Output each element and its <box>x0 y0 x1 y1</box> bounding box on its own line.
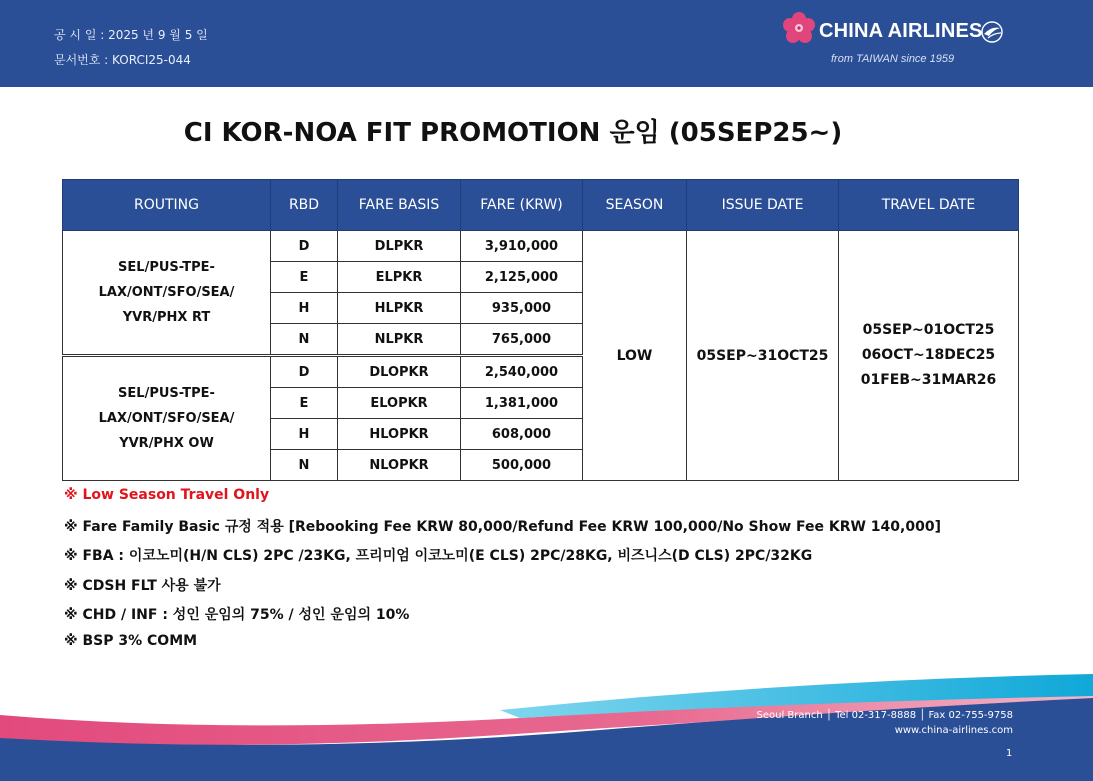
fare-basis-cell: HLPKR <box>338 293 461 324</box>
note-child-infant: ※ CHD / INF : 성인 운임의 75% / 성인 운임의 10% <box>64 606 410 623</box>
travel-date-line: 06OCT~18DEC25 <box>861 347 996 363</box>
table-header-row <box>63 180 1019 231</box>
fare-basis-cell: ELOPKR <box>338 388 461 419</box>
routing-line: SEL/PUS-TPE- <box>118 260 215 275</box>
routing-line: SEL/PUS-TPE- <box>118 386 215 401</box>
note-cdsh: ※ CDSH FLT 사용 불가 <box>64 577 221 594</box>
china-airlines-logo <box>781 10 1011 70</box>
page-title: CI KOR-NOA FIT PROMOTION 운임 (05SEP25~) <box>183 118 843 148</box>
col-header-season: SEASON <box>583 180 687 231</box>
note-fare-family: ※ Fare Family Basic 규정 적용 [Rebooking Fee KRW 80,000/Refund Fee KRW 100,000/No Show Fee KRW 140,000] <box>64 519 941 536</box>
fare-basis-cell: DLPKR <box>338 231 461 262</box>
plum-blossom-icon <box>781 10 817 46</box>
fare-table <box>62 179 1019 481</box>
issue-date-cell: 05SEP~31OCT25 <box>687 231 839 481</box>
bird-emblem-icon <box>979 18 1005 44</box>
routing-cell-ow <box>63 356 271 481</box>
brand-tagline: from TAIWAN since 1959 <box>831 53 955 65</box>
rbd-cell: N <box>271 324 338 356</box>
fare-basis-cell: DLOPKR <box>338 356 461 388</box>
fare-basis-cell: HLOPKR <box>338 419 461 450</box>
fare-cell: 500,000 <box>461 450 583 481</box>
travel-date-line: 01FEB~31MAR26 <box>860 372 997 388</box>
routing-line: YVR/PHX RT <box>122 310 211 325</box>
fare-cell: 765,000 <box>461 324 583 356</box>
routing-line: YVR/PHX OW <box>119 436 214 451</box>
rbd-cell: H <box>271 419 338 450</box>
brand-name: CHINA AIRLINES <box>819 20 983 42</box>
footer-contact-block <box>757 708 1013 738</box>
rbd-cell: H <box>271 293 338 324</box>
note-low-season: ※ Low Season Travel Only <box>64 487 270 503</box>
notice-date: 공 시 일 : 2025 년 9 월 5 일 <box>54 28 208 42</box>
col-header-routing: ROUTING <box>63 180 271 231</box>
note-baggage: ※ FBA : 이코노미(H/N CLS) 2PC /23KG, 프리미엄 이코노미(E CLS) 2PC/28KG, 비즈니스(D CLS) 2PC/32KG <box>64 548 813 565</box>
table-row <box>63 231 1019 262</box>
header-band <box>0 0 1093 87</box>
rbd-cell: D <box>271 356 338 388</box>
col-header-fare-basis: FARE BASIS <box>338 180 461 231</box>
note-bsp-commission: ※ BSP 3% COMM <box>64 632 198 649</box>
document-number: 문서번호 : KORCI25-044 <box>54 53 191 67</box>
rbd-cell: D <box>271 231 338 262</box>
travel-date-line: 05SEP~01OCT25 <box>862 322 995 338</box>
fare-cell: 935,000 <box>461 293 583 324</box>
fare-cell: 3,910,000 <box>461 231 583 262</box>
col-header-fare: FARE (KRW) <box>461 180 583 231</box>
notes-list <box>64 487 941 662</box>
page-number: 1 <box>1006 748 1013 759</box>
fare-cell: 1,381,000 <box>461 388 583 419</box>
footer-website[interactable]: www.china-airlines.com <box>894 725 1013 736</box>
col-header-issue-date: ISSUE DATE <box>687 180 839 231</box>
fare-basis-cell: ELPKR <box>338 262 461 293</box>
season-cell: LOW <box>583 231 687 481</box>
rbd-cell: E <box>271 262 338 293</box>
rbd-cell: N <box>271 450 338 481</box>
fare-cell: 608,000 <box>461 419 583 450</box>
footer-contact: Seoul Branch │ Tel 02-317-8888 │ Fax 02-755-9758 <box>756 710 1013 721</box>
fare-basis-cell: NLOPKR <box>338 450 461 481</box>
col-header-rbd: RBD <box>271 180 338 231</box>
fare-basis-cell: NLPKR <box>338 324 461 356</box>
routing-line: LAX/ONT/SFO/SEA/ <box>98 285 235 300</box>
col-header-travel-date: TRAVEL DATE <box>839 180 1019 231</box>
routing-cell-rt <box>63 231 271 356</box>
travel-date-cell <box>839 231 1019 481</box>
fare-cell: 2,125,000 <box>461 262 583 293</box>
fare-cell: 2,540,000 <box>461 356 583 388</box>
rbd-cell: E <box>271 388 338 419</box>
routing-line: LAX/ONT/SFO/SEA/ <box>98 411 235 426</box>
